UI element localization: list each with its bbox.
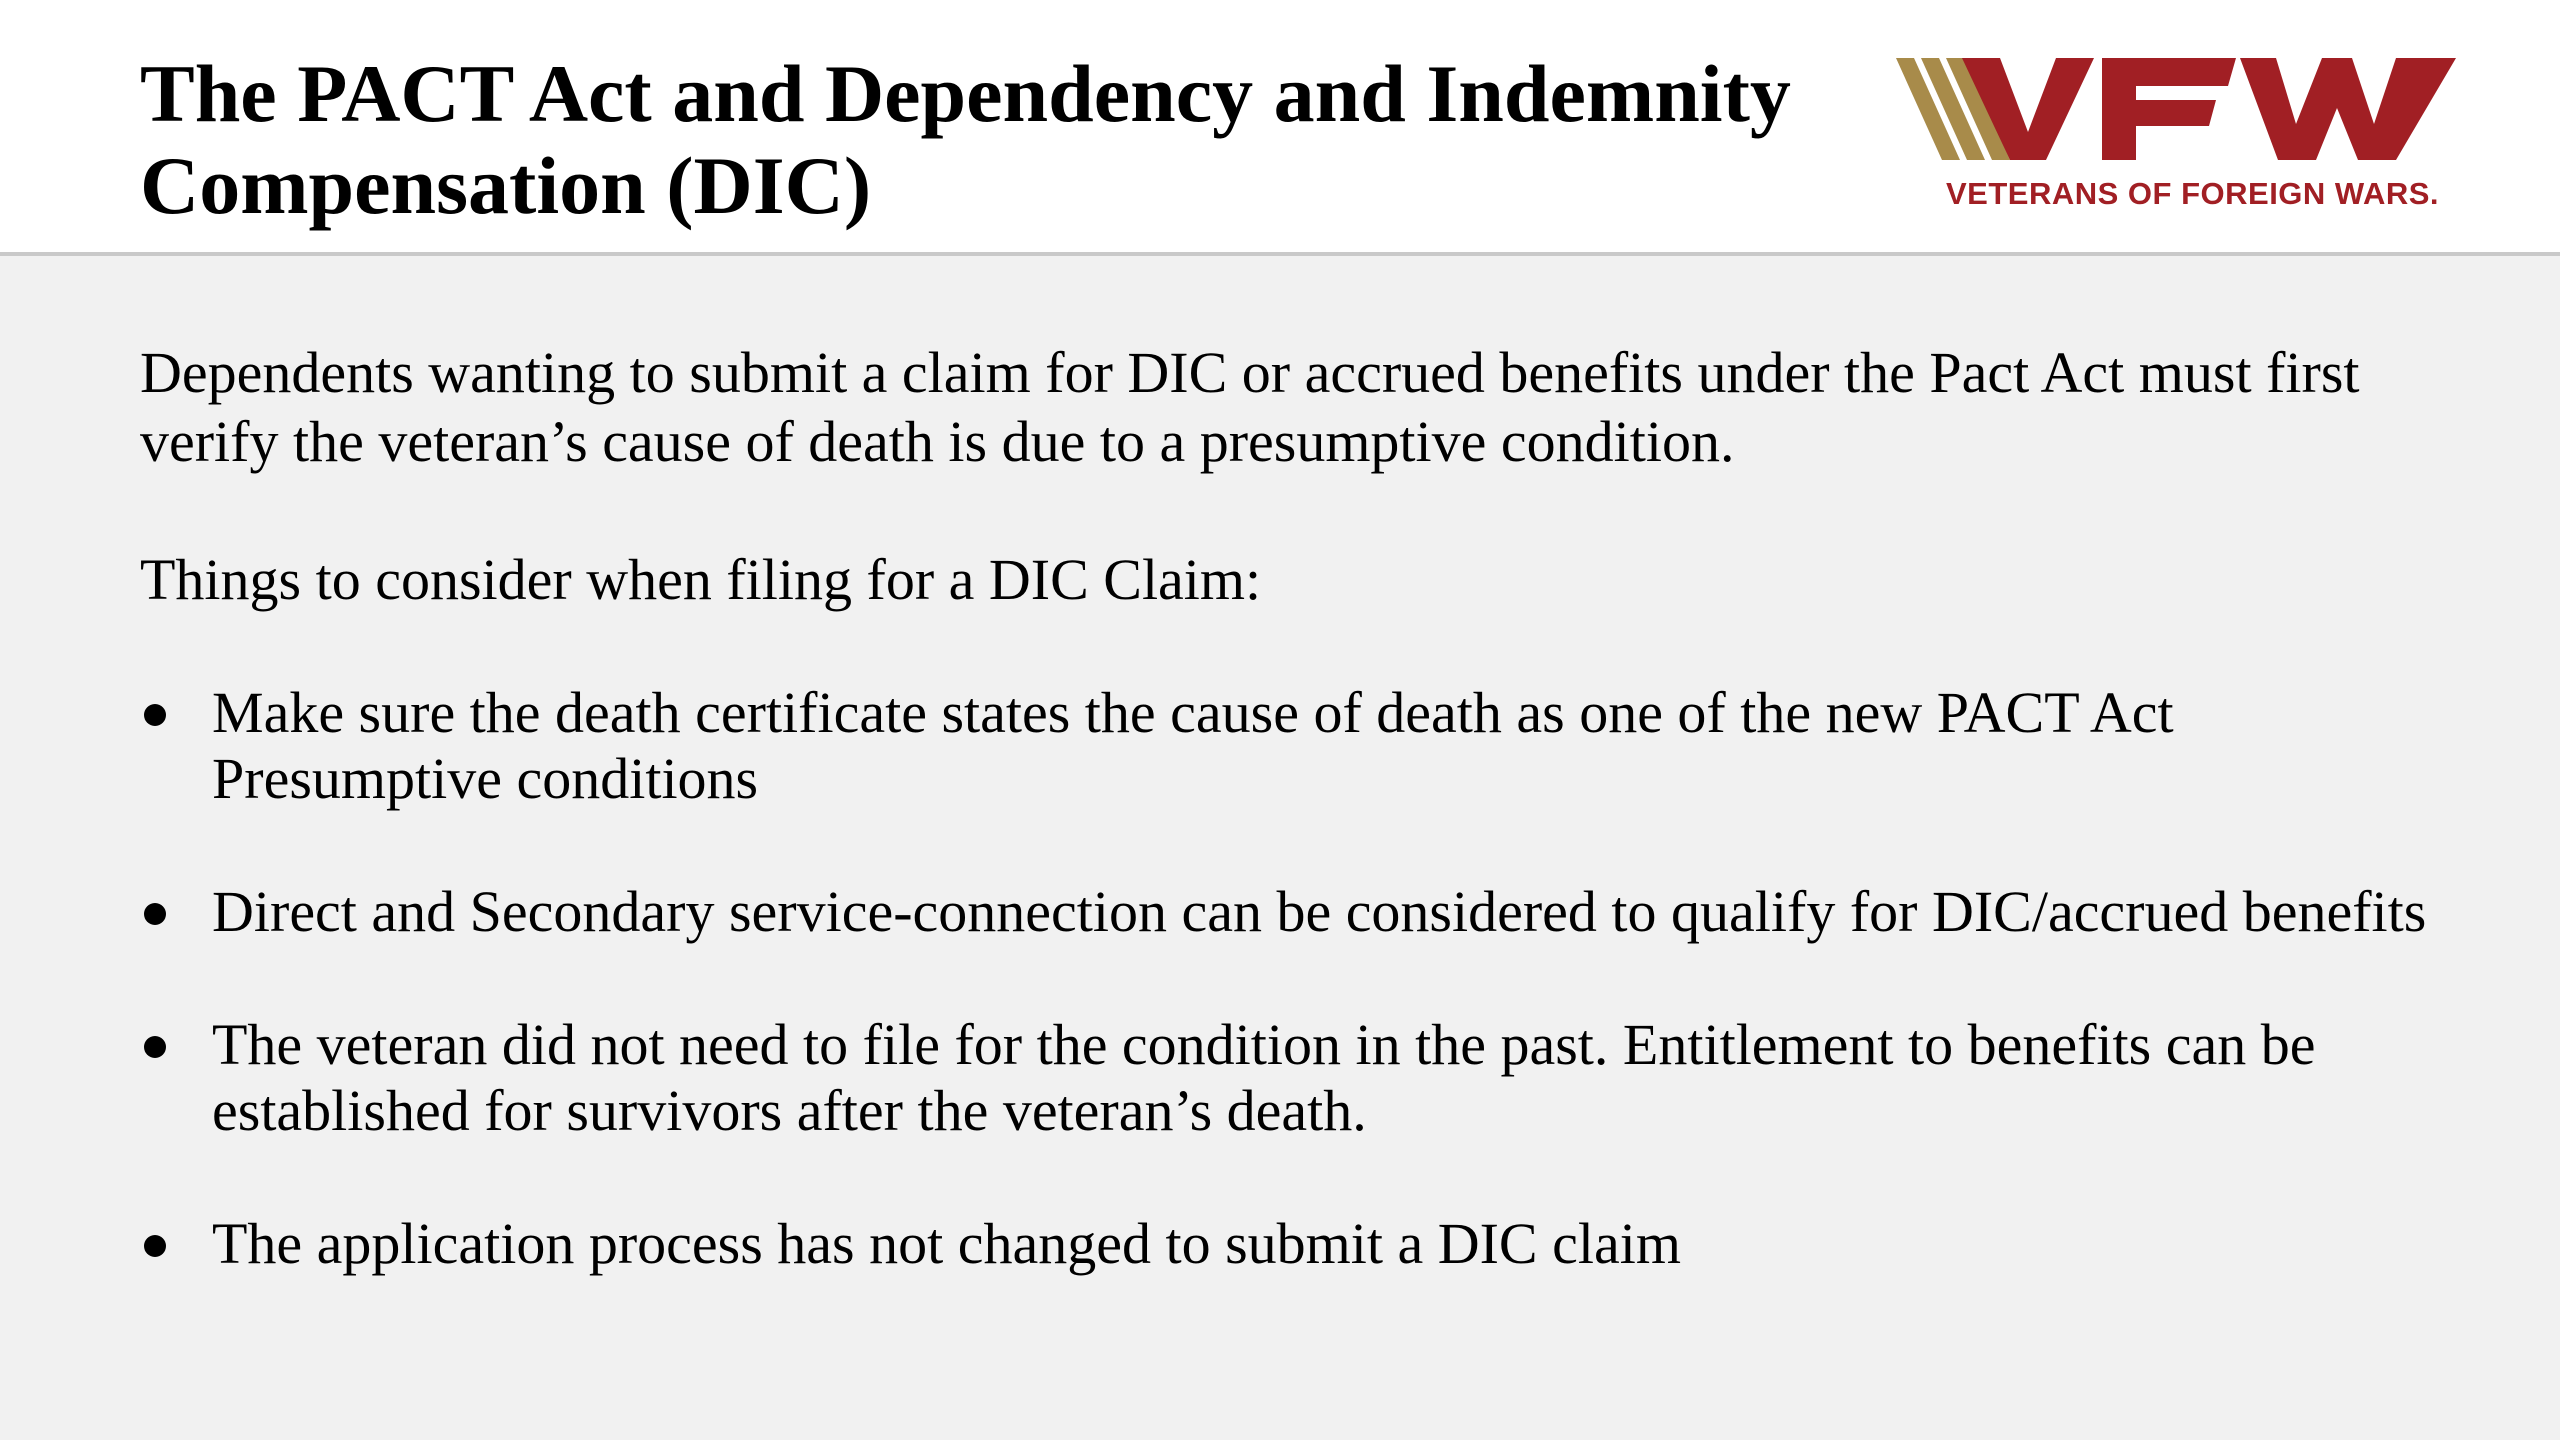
page-title: The PACT Act and Dependency and Indemnity Compensation (DIC)	[140, 48, 1791, 231]
list-item	[140, 680, 2470, 812]
bullet-icon	[144, 704, 166, 726]
list-item	[140, 1012, 2470, 1144]
list-item	[140, 879, 2470, 945]
bullet-list	[140, 680, 2470, 1277]
bullet-icon	[144, 1235, 166, 1257]
bullet-icon	[144, 1036, 166, 1058]
slide-header	[0, 0, 2560, 256]
slide-content	[140, 338, 2470, 1277]
list-item-text: The veteran did not need to file for the condition in the past. Entitlement to benefits can be established for survivors after the veteran’s death.	[212, 1012, 2316, 1143]
list-item	[140, 1211, 2470, 1277]
bullet-icon	[144, 903, 166, 925]
logo-tagline: VETERANS OF FOREIGN WARS.	[1946, 176, 2440, 211]
vfw-logo-icon	[1896, 52, 2460, 222]
intro-paragraph: Dependents wanting to submit a claim for DIC or accrued benefits under the Pact Act must first verify the veteran’s cause of death is due to a presumptive condition.	[140, 340, 2360, 474]
list-item-text: Direct and Secondary service-connection can be considered to qualify for DIC/accrued benefits	[212, 879, 2427, 944]
list-item-text: The application process has not changed to submit a DIC claim	[212, 1211, 1681, 1276]
logo-letter-w	[2240, 58, 2456, 160]
lead-paragraph: Things to consider when filing for a DIC Claim:	[140, 547, 1262, 612]
list-item-text: Make sure the death certificate states the cause of death as one of the new PACT Act Presumptive conditions	[212, 680, 2174, 811]
logo-letter-f	[2102, 58, 2236, 160]
